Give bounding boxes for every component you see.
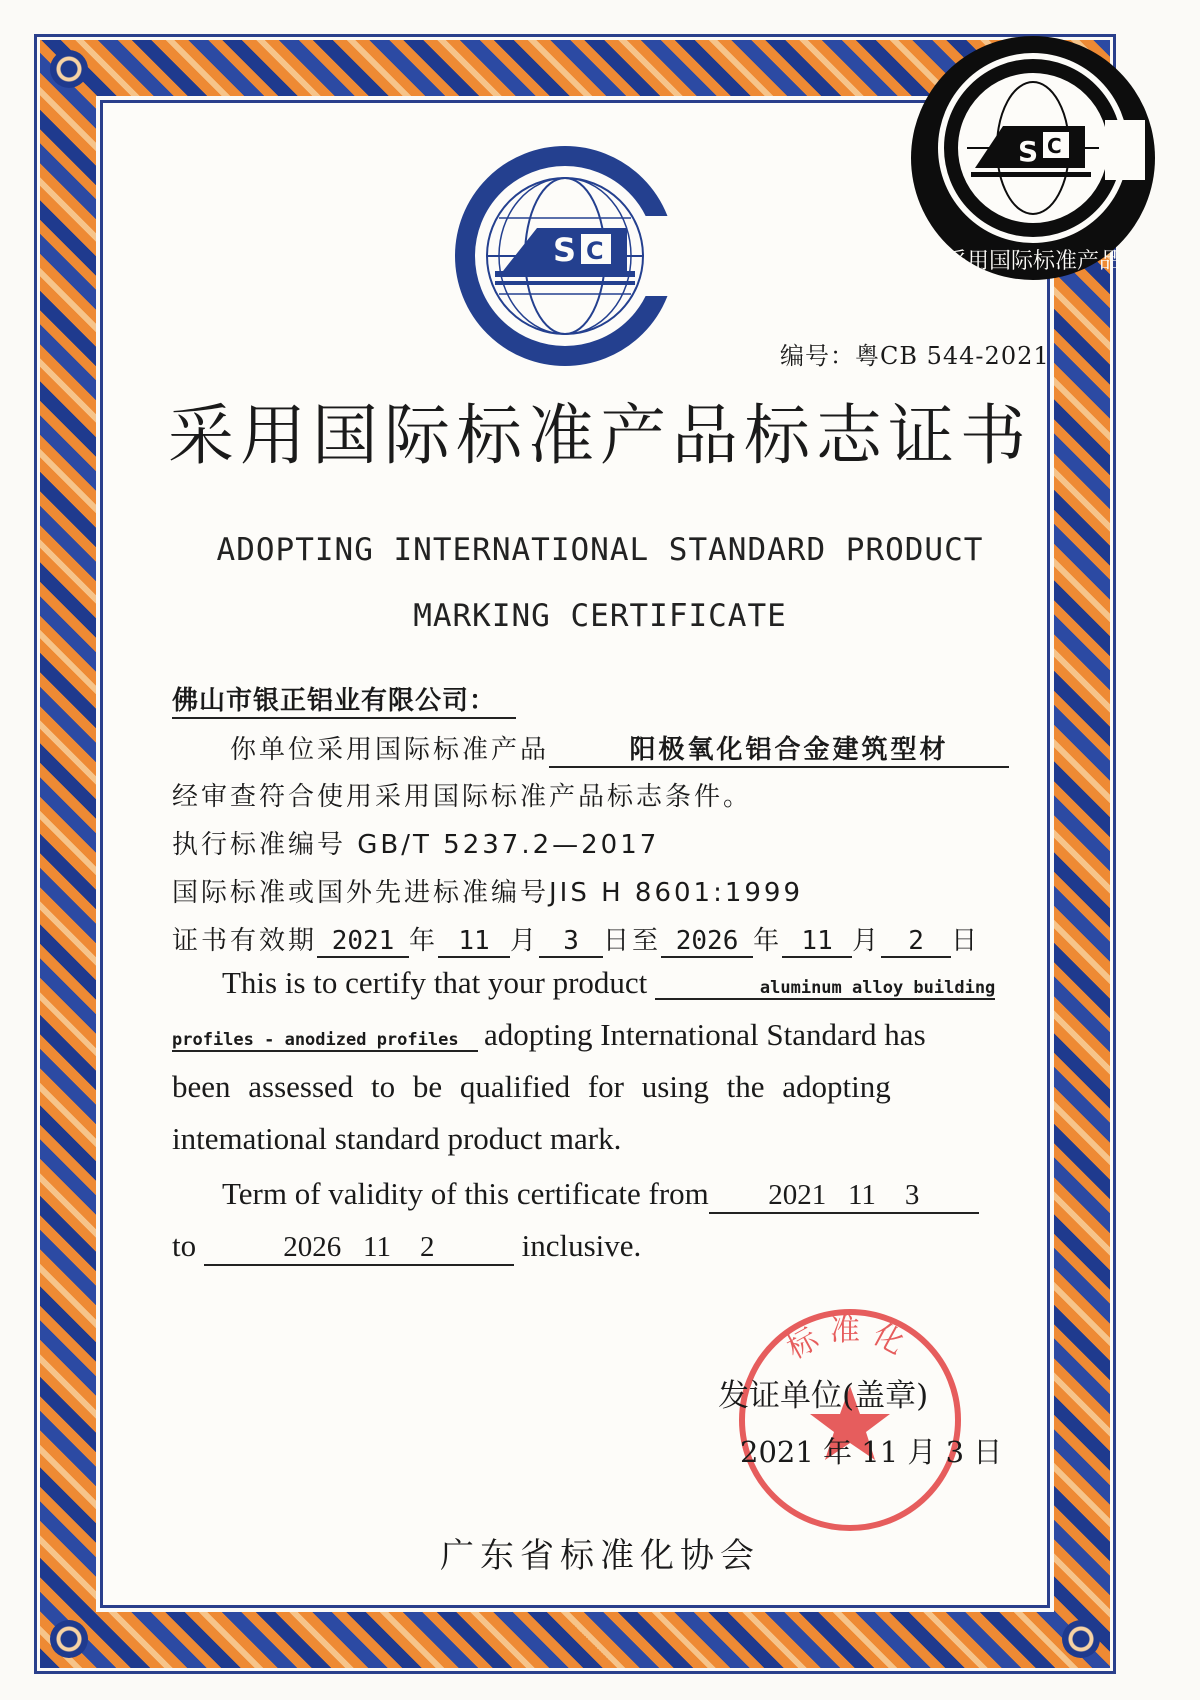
year-unit: 年 xyxy=(753,926,783,956)
corner-seal-text: 采用国际标准产品 xyxy=(944,249,1122,274)
validity-to-date: 2026 11 2 xyxy=(204,1231,514,1266)
month-unit: 月 xyxy=(510,926,540,956)
year-unit: 年 xyxy=(409,926,439,956)
english-inclusive-word: inclusive. xyxy=(521,1228,642,1263)
start-month: 11 xyxy=(438,926,510,958)
certificate-number: 编号：粤CB 544-2021 xyxy=(780,342,1050,370)
english-line-1 xyxy=(222,965,995,1001)
asc-emblem-logo xyxy=(455,146,675,366)
red-official-seal xyxy=(730,1300,970,1540)
corner-ornament-icon xyxy=(50,1620,88,1658)
english-line-3: been assessed to be qualified for using the adopting xyxy=(172,1069,891,1104)
standard-number: 执行标准编号 GB/T 5237.2—2017 xyxy=(172,830,660,860)
product-name-cn: 阳极氧化铝合金建筑型材 xyxy=(549,729,1009,768)
start-day: 3 xyxy=(539,926,603,958)
validity-prefix: 证书有效期 xyxy=(172,926,318,956)
month-unit: 月 xyxy=(852,926,882,956)
company-name: 佛山市银正铝业有限公司： xyxy=(172,680,516,719)
day-unit: 日 xyxy=(951,926,981,956)
english-adopting-text: adopting International Standard has xyxy=(484,1017,926,1052)
english-validity-to-line xyxy=(172,1228,641,1266)
product-name-en-part1: aluminum alloy building xyxy=(655,978,995,1000)
issue-date: 2021 年 11 月 3 日 xyxy=(740,1435,1003,1469)
product-line-cn xyxy=(230,729,1009,768)
product-name-en-part2: profiles - anodized profiles xyxy=(172,1030,478,1052)
english-validity-prefix: Term of validity of this certificate from xyxy=(222,1176,709,1211)
day-to-unit: 日至 xyxy=(603,926,662,956)
english-to-word: to xyxy=(172,1228,197,1263)
english-certify-text: This is to certify that your product xyxy=(222,965,648,1000)
product-line-prefix: 你单位采用国际标准产品 xyxy=(230,735,550,765)
corner-ornament-icon xyxy=(1062,1620,1100,1658)
title-english-line2: MARKING CERTIFICATE xyxy=(413,598,787,634)
validity-from-date: 2021 11 3 xyxy=(709,1179,979,1214)
end-year: 2026 xyxy=(661,926,753,958)
english-line-2 xyxy=(172,1017,926,1053)
issuing-association: 广东省标准化协会 xyxy=(440,1536,760,1576)
title-chinese: 采用国际标准产品标志证书 xyxy=(168,397,1032,474)
validity-period-cn xyxy=(172,920,980,958)
international-standard-number: 国际标准或国外先进标准编号JIS H 8601:1999 xyxy=(172,878,804,908)
end-day: 2 xyxy=(881,926,951,958)
title-english-line1: ADOPTING INTERNATIONAL STANDARD PRODUCT xyxy=(216,532,984,568)
svg-text:C: C xyxy=(586,237,604,265)
end-month: 11 xyxy=(782,926,852,958)
corner-certification-seal xyxy=(905,30,1160,285)
english-validity-line xyxy=(222,1176,979,1214)
assessment-statement: 经审查符合使用采用国际标准产品标志条件。 xyxy=(172,782,753,812)
issuer-label: 发证单位(盖章) xyxy=(718,1378,929,1414)
svg-text:S: S xyxy=(1018,135,1039,168)
svg-text:S: S xyxy=(553,231,577,269)
svg-text:C: C xyxy=(1047,134,1062,158)
start-year: 2021 xyxy=(317,926,409,958)
english-line-4: intemational standard product mark. xyxy=(172,1121,622,1156)
seal-text: 标准化 xyxy=(781,1313,919,1367)
corner-ornament-icon xyxy=(50,50,88,88)
